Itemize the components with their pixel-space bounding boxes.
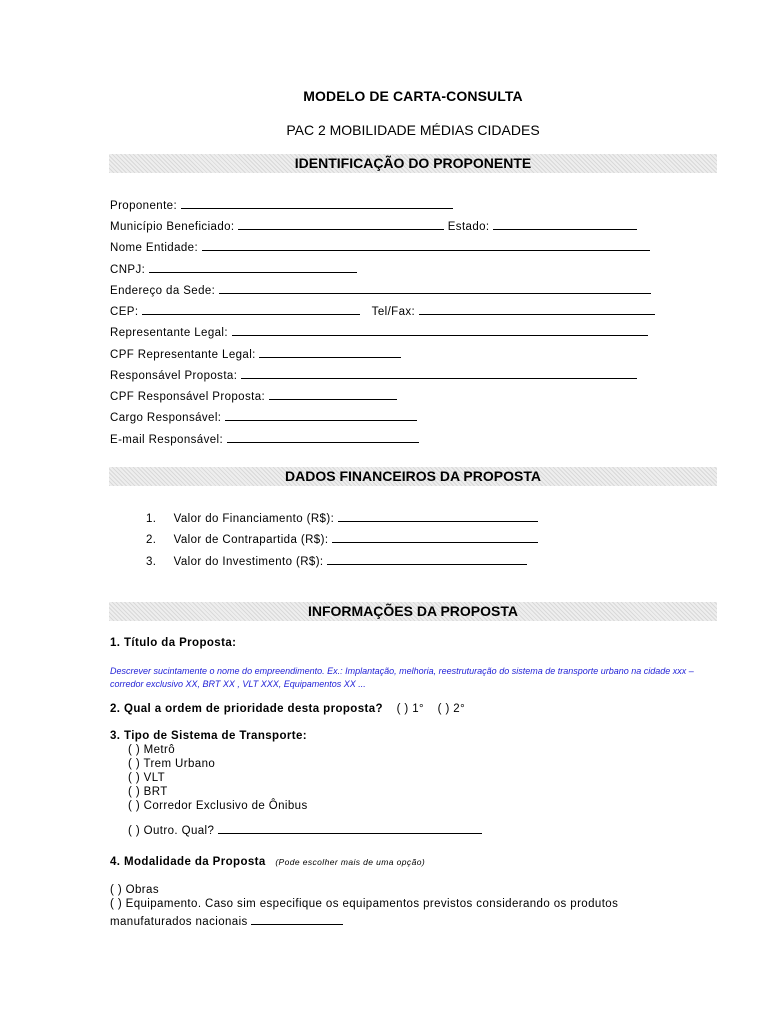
section-header-identificacao: IDENTIFICAÇÃO DO PROPONENTE: [109, 154, 717, 173]
blank-line: [269, 388, 397, 400]
option-trem-urbano[interactable]: ( ) Trem Urbano: [128, 758, 216, 770]
field-cargo[interactable]: [110, 409, 417, 424]
question-tipo-sistema: 3. Tipo de Sistema de Transporte:: [110, 730, 308, 742]
blank-line: [232, 324, 648, 336]
field-label: Responsável Proposta:: [110, 370, 238, 382]
field-endereco[interactable]: [110, 282, 651, 297]
option-equipamento[interactable]: ( ) Equipamento. Caso sim especifique os equipamentos previstos considerando os produtos: [110, 898, 619, 910]
section-header-informacoes: INFORMAÇÕES DA PROPOSTA: [109, 602, 717, 621]
question-label: 2. Qual a ordem de prioridade desta proposta?: [110, 703, 383, 715]
question-modalidade: [110, 856, 425, 868]
field-label: Valor de Contrapartida (R$):: [173, 534, 329, 546]
blank-line: [259, 346, 401, 358]
list-number: 2.: [146, 534, 157, 546]
blank-line: [202, 239, 650, 251]
question-label: 4. Modalidade da Proposta: [110, 856, 266, 868]
field-label: E-mail Responsável:: [110, 434, 224, 446]
option-obras[interactable]: ( ) Obras: [110, 884, 159, 896]
blank-line: [219, 282, 651, 294]
field-label: Proponente:: [110, 200, 178, 212]
field-email[interactable]: [110, 431, 419, 446]
document-title: MODELO DE CARTA-CONSULTA: [303, 88, 523, 104]
field-municipio[interactable]: [110, 218, 637, 233]
field-label: Nome Entidade:: [110, 242, 199, 254]
field-cpf-responsavel[interactable]: [110, 388, 397, 403]
question-titulo: 1. Título da Proposta:: [110, 637, 237, 649]
field-proponente[interactable]: [110, 197, 453, 212]
option-vlt[interactable]: ( ) VLT: [128, 772, 166, 784]
document-subtitle: PAC 2 MOBILIDADE MÉDIAS CIDADES: [286, 122, 540, 138]
field-label: CPF Responsável Proposta:: [110, 391, 266, 403]
option-outro[interactable]: [128, 822, 482, 837]
list-number: 1.: [146, 513, 157, 525]
list-number: 3.: [146, 556, 157, 568]
instruction-note: Descrever sucintamente o nome do empreendimento. Ex.: Implantação, melhoria, reestruturação do sistema de transporte urbano na cidade xxx – corredor exclusivo XX, BRT XX , VLT XXX, Equipamentos XX ...: [110, 666, 694, 689]
field-label: Estado:: [447, 221, 490, 233]
field-label: Valor do Investimento (R$):: [173, 556, 324, 568]
blank-line: [218, 822, 482, 834]
question-hint: (Pode escolher mais de uma opção): [275, 857, 426, 867]
blank-line: [241, 367, 637, 379]
option-priority-2[interactable]: ( ) 2°: [437, 703, 466, 715]
blank-line: [181, 197, 453, 209]
option-priority-1[interactable]: ( ) 1°: [396, 703, 425, 715]
option-label: manufaturados nacionais: [110, 916, 248, 928]
field-label: CEP:: [110, 306, 139, 318]
field-nome-entidade[interactable]: [110, 239, 650, 254]
field-label: Município Beneficiado:: [110, 221, 235, 233]
field-representante[interactable]: [110, 324, 648, 339]
blank-line: [251, 913, 343, 925]
field-label: Valor do Financiamento (R$):: [173, 513, 335, 525]
field-label: CNPJ:: [110, 264, 146, 276]
field-valor-investimento[interactable]: [146, 553, 527, 568]
blank-line: [419, 303, 655, 315]
field-label: Representante Legal:: [110, 327, 228, 339]
blank-line: [142, 303, 360, 315]
field-responsavel[interactable]: [110, 367, 637, 382]
blank-line: [332, 531, 538, 543]
blank-line: [225, 409, 417, 421]
field-valor-financiamento[interactable]: [146, 510, 538, 525]
section-header-financeiros: DADOS FINANCEIROS DA PROPOSTA: [109, 467, 717, 486]
blank-line: [238, 218, 444, 230]
option-metro[interactable]: ( ) Metrô: [128, 744, 176, 756]
blank-line: [493, 218, 637, 230]
field-label: CPF Representante Legal:: [110, 349, 256, 361]
option-label: ( ) Outro. Qual?: [128, 825, 215, 837]
field-cnpj[interactable]: [110, 261, 357, 276]
option-corredor-onibus[interactable]: ( ) Corredor Exclusivo de Ônibus: [128, 800, 308, 812]
field-label: Tel/Fax:: [371, 306, 416, 318]
field-label: Cargo Responsável:: [110, 412, 222, 424]
blank-line: [338, 510, 538, 522]
field-cpf-representante[interactable]: [110, 346, 401, 361]
blank-line: [327, 553, 527, 565]
field-valor-contrapartida[interactable]: [146, 531, 538, 546]
blank-line: [227, 431, 419, 443]
option-equipamento-cont[interactable]: [110, 913, 343, 928]
field-label: Endereço da Sede:: [110, 285, 216, 297]
blank-line: [149, 261, 357, 273]
option-brt[interactable]: ( ) BRT: [128, 786, 168, 798]
question-prioridade: [110, 703, 465, 715]
field-cep-telfax[interactable]: [110, 303, 655, 318]
